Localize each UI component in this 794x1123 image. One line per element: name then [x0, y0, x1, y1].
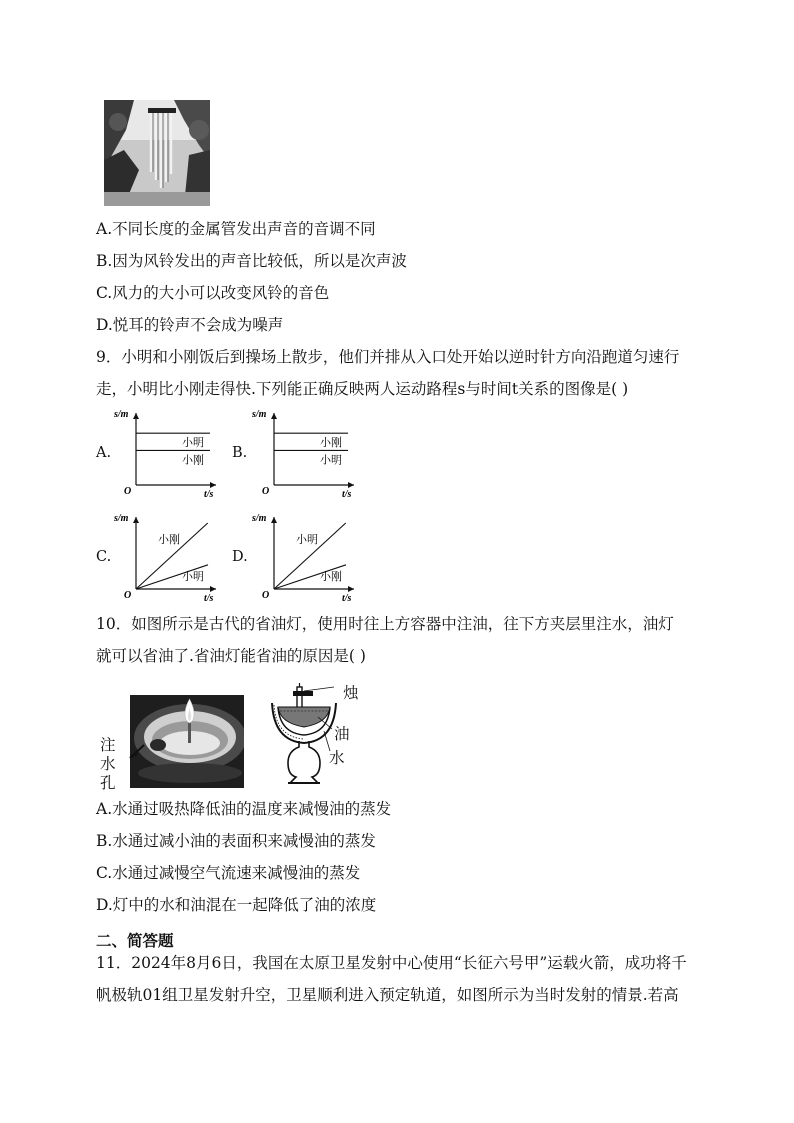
q8-option-d: D.悦耳的铃声不会成为噪声 — [96, 316, 284, 334]
x-arrow — [348, 586, 354, 592]
y-arrow — [133, 413, 139, 419]
q8-option-c: C.风力的大小可以改变风铃的音色 — [96, 284, 330, 302]
y-arrow — [271, 517, 277, 523]
q11-stem-line2: 帆极轨01组卫星发射升空，卫星顺利进入预定轨道，如图所示为当时发射的情景.若高 — [96, 986, 679, 1004]
q8-option-b: B.因为风铃发出的声音比较低，所以是次声波 — [96, 252, 407, 270]
q8-option-a: A.不同长度的金属管发出声音的音调不同 — [96, 220, 376, 238]
q10-option-d: D.灯中的水和油混在一起降低了油的浓度 — [96, 896, 377, 914]
series-label: 小刚 — [182, 454, 204, 467]
water-label: 水 — [329, 749, 345, 767]
series-label: 小明 — [182, 571, 204, 583]
candle-label: 烛 — [343, 684, 359, 702]
series-label: 小明 — [320, 454, 342, 467]
x-axis-label: t/s — [204, 593, 214, 604]
graph-d — [250, 509, 365, 604]
wind-chime-photo — [104, 100, 210, 206]
section-title: 二、简答题 — [96, 932, 174, 950]
series-label: 小明 — [182, 437, 204, 450]
hole-label-3: 孔 — [100, 774, 116, 792]
q10-stem-line1: 10．如图所示是古代的省油灯，使用时往上方容器中注油，往下方夹层里注水，油灯 — [96, 615, 674, 633]
graph-d-letter: D. — [232, 549, 248, 565]
y-arrow — [271, 413, 277, 419]
origin-label: O — [262, 486, 270, 497]
lamp-diagram — [268, 683, 340, 789]
lamp-photo — [118, 693, 244, 788]
origin-label: O — [124, 486, 132, 497]
graph-a-letter: A. — [96, 445, 112, 461]
graph-c — [112, 509, 227, 604]
q9-stem-line1: 9．小明和小刚饭后到操场上散步，他们并排从入口处开始以逆时针方向沿跑道匀速行 — [96, 348, 680, 366]
x-axis-label: t/s — [204, 489, 214, 500]
q9-stem-line2: 走，小明比小刚走得快.下列能正确反映两人运动路程s与时间t关系的图像是( ) — [96, 380, 629, 398]
hole-label-1: 注 — [100, 736, 116, 754]
origin-label: O — [124, 590, 132, 601]
x-arrow — [210, 586, 216, 592]
x-axis-label: t/s — [342, 593, 352, 604]
y-axis-label: s/m — [114, 513, 129, 524]
hole-label-2: 水 — [100, 755, 116, 773]
series-label: 小刚 — [320, 571, 342, 583]
series-label: 小刚 — [158, 534, 180, 546]
series-label: 小刚 — [320, 437, 342, 450]
y-axis-label: s/m — [252, 513, 267, 524]
x-arrow — [210, 482, 216, 488]
q10-option-a: A.水通过吸热降低油的温度来减慢油的蒸发 — [96, 800, 392, 818]
series-label: 小明 — [296, 534, 318, 546]
y-arrow — [133, 517, 139, 523]
q11-stem-line1: 11．2024年8月6日，我国在太原卫星发射中心使用“长征六号甲”运载火箭，成功将千 — [96, 954, 687, 972]
graph-b-letter: B. — [232, 445, 248, 461]
x-axis-label: t/s — [342, 489, 352, 500]
q10-stem-line2: 就可以省油了.省油灯能省油的原因是( ) — [96, 647, 366, 665]
graph-b — [250, 405, 365, 500]
graph-c-letter: C. — [96, 549, 112, 565]
q10-option-b: B.水通过减小油的表面积来减慢油的蒸发 — [96, 832, 376, 850]
oil-label: 油 — [334, 725, 350, 743]
q10-option-c: C.水通过减慢空气流速来减慢油的蒸发 — [96, 864, 361, 882]
y-axis-label: s/m — [252, 409, 267, 420]
x-arrow — [348, 482, 354, 488]
graph-a — [112, 405, 227, 500]
origin-label: O — [262, 590, 270, 601]
y-axis-label: s/m — [114, 409, 129, 420]
